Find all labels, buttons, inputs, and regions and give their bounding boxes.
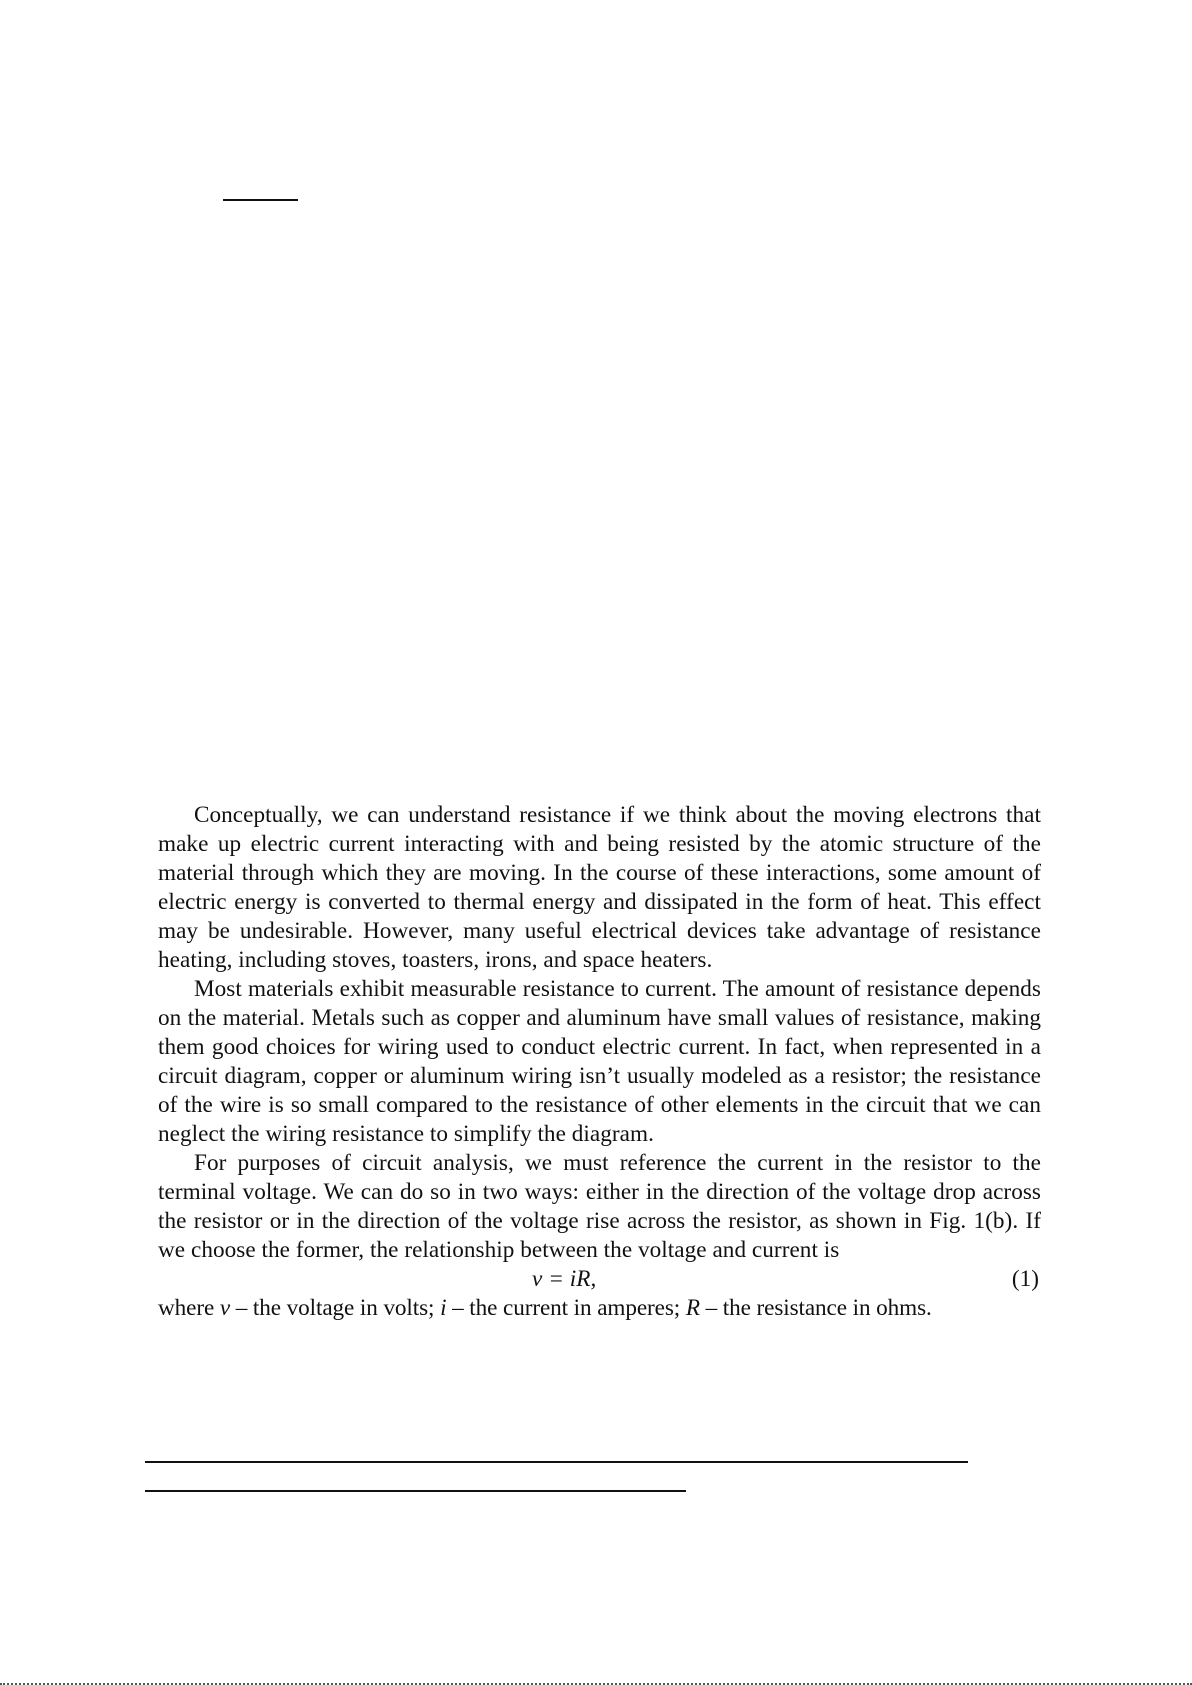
paragraph-circuit-analysis: For purposes of circuit analysis, we must reference the current in the resistor to the terminal voltage. We can do so in two ways: either in the direction of the voltage drop across the resistor or in the direction of the voltage rise across the resistor, as shown in Fig. 1(b). If we choose the former, the relationship between the voltage and current is [158, 1150, 1041, 1263]
answer-line-short [145, 1490, 686, 1492]
body-text [158, 801, 1041, 1323]
voltage-symbol: v [219, 1295, 231, 1321]
answer-line-long [145, 1461, 968, 1463]
equation-number: (1) [1011, 1266, 1039, 1292]
ohms-law-equation: v = iR, [532, 1266, 597, 1292]
blank-underline [223, 199, 298, 201]
paragraph-materials-resistance: Most materials exhibit measurable resistance to current. The amount of resistance depends on the material. Metals such as copper and aluminum have small values of resistance, making them good choices for wiring used to conduct electric current. In fact, when represented in a circuit diagram, copper or aluminum wiring isn’t usually modeled as a resistor; the resistance of the wire is so small compared to the resistance of other elements in the circuit that we can neglect the wiring resistance to simplify the diagram. [158, 976, 1041, 1147]
resistance-symbol: R [685, 1295, 700, 1321]
resistance-definition: – the resistance in ohms. [699, 1295, 932, 1321]
where-lead: where [158, 1295, 220, 1321]
paragraph-resistance-concept: Conceptually, we can understand resistance if we think about the moving electrons that make up electric current interacting with and being resisted by the atomic structure of the material through which they are moving. In the course of these interactions, some amount of electric energy is converted to thermal energy and dissipated in the form of heat. This effect may be undesirable. However, many useful electrical devices take advantage of resistance heating, including stoves, toasters, irons, and space heaters. [158, 802, 1041, 973]
current-definition: – the current in amperes; [446, 1295, 686, 1321]
voltage-definition: – the voltage in volts; [230, 1295, 441, 1321]
current-symbol: i [440, 1295, 447, 1321]
equation-line [158, 1265, 1041, 1294]
variable-definitions [158, 1294, 1041, 1323]
